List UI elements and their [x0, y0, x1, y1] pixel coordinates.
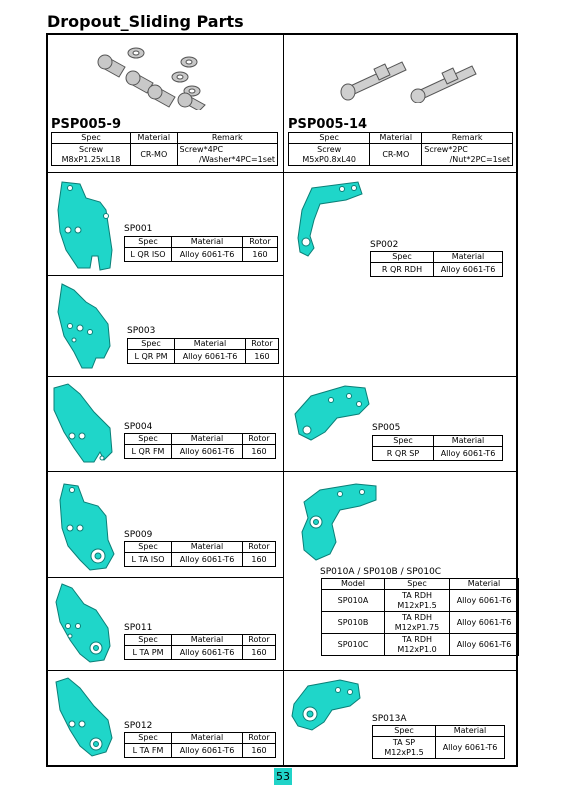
part-code-sp009: SP009	[124, 530, 153, 540]
divider	[46, 471, 518, 472]
part-code-sp012: SP012	[124, 721, 153, 731]
part-code-sp002: SP002	[370, 240, 399, 250]
dropout-sp004-image	[50, 382, 120, 468]
header-remark: Remark	[177, 133, 277, 144]
spec-table-sp002: Spec Material R QR RDH Alloy 6061-T6	[370, 251, 503, 277]
spec-table-sp011: Spec Material Rotor L TA PM Alloy 6061-T6 160	[124, 634, 276, 660]
cell-material: Alloy 6061-T6	[450, 590, 519, 612]
cell-model: SP010C	[322, 634, 385, 656]
part-code-sp010: SP010A / SP010B / SP010C	[320, 567, 442, 577]
dropout-sp013a-image	[288, 678, 364, 732]
divider	[46, 172, 518, 173]
cell-spec: Screw M8xP1.25xL18	[52, 144, 131, 166]
part-code-sp013a: SP013A	[372, 714, 407, 724]
part-code-sp003: SP003	[127, 326, 156, 336]
divider	[46, 670, 518, 671]
cell-material: Alloy 6061-T6	[436, 737, 505, 759]
dropout-sp012-image	[52, 676, 120, 760]
header-remark: Remark	[422, 133, 513, 144]
cell-material: CR-MO	[131, 144, 178, 166]
part-code-sp004: SP004	[124, 422, 153, 432]
spec-table-sp003: Spec Material Rotor L QR PM Alloy 6061-T6 160	[127, 338, 279, 364]
cell-remark: Screw*4PC /Washer*4PC=1set	[177, 144, 277, 166]
header-spec: Spec	[289, 133, 370, 144]
part-code-sp005: SP005	[372, 423, 401, 433]
dropout-sp005-image	[285, 384, 375, 444]
part-code-sp001: SP001	[124, 224, 153, 234]
screw-washer-set-image	[95, 45, 245, 110]
dropout-sp002-image	[292, 180, 367, 260]
spec-table-sp012: Spec Material Rotor L TA FM Alloy 6061-T6 160	[124, 732, 276, 758]
cell-material: CR-MO	[370, 144, 422, 166]
header-material: Material	[131, 133, 178, 144]
page-title: Dropout_Sliding Parts	[47, 12, 244, 31]
dropout-sp009-image	[50, 480, 120, 572]
page-number-badge: 53	[276, 770, 290, 783]
header-material: Material	[370, 133, 422, 144]
part-code-sp011: SP011	[124, 623, 153, 633]
spec-table-sp010: Model Spec Material SP010A TA RDH M12xP1.5 Alloy 6061-T6 SP010B TA RDH M12xP1.75 Alloy 6061-T6 SP010C TA RDH M12xP1.0 Alloy 6061-T6	[321, 578, 519, 656]
part-code-psp005-14: PSP005-14	[288, 117, 368, 132]
spec-table-sp001: Spec Material Rotor L QR ISO Alloy 6061-T6 160	[124, 236, 278, 262]
divider	[283, 33, 284, 767]
spec-table-sp013a: Spec Material TA SP M12xP1.5 Alloy 6061-T6	[372, 725, 505, 759]
dropout-sp001-image	[50, 180, 120, 272]
spec-table-psp005-9	[51, 132, 278, 166]
part-code-psp005-9: PSP005-9	[51, 117, 121, 132]
divider	[46, 376, 518, 377]
long-screw-nut-set-image	[338, 48, 488, 103]
divider	[46, 577, 283, 578]
cell-model: SP010B	[322, 612, 385, 634]
divider	[46, 275, 283, 276]
spec-table-sp004: Spec Material Rotor L QR FM Alloy 6061-T6 160	[124, 433, 276, 459]
cell-spec: TA SP M12xP1.5	[373, 737, 436, 759]
cell-material: Alloy 6061-T6	[450, 612, 519, 634]
cell-model: SP010A	[322, 590, 385, 612]
cell-material: Alloy 6061-T6	[450, 634, 519, 656]
cell-spec: TA RDH M12xP1.0	[385, 634, 450, 656]
dropout-sp011-image	[50, 582, 120, 666]
spec-table-sp005: Spec Material R QR SP Alloy 6061-T6	[372, 435, 503, 461]
cell-spec: TA RDH M12xP1.5	[385, 590, 450, 612]
header-spec: Spec	[52, 133, 131, 144]
dropout-sp010-image	[296, 482, 380, 564]
dropout-sp003-image	[52, 282, 117, 370]
cell-spec: TA RDH M12xP1.75	[385, 612, 450, 634]
cell-spec: Screw M5xP0.8xL40	[289, 144, 370, 166]
spec-table-psp005-14	[288, 132, 513, 166]
spec-table-sp009: Spec Material Rotor L TA ISO Alloy 6061-T6 160	[124, 541, 276, 567]
cell-remark: Screw*2PC /Nut*2PC=1set	[422, 144, 513, 166]
